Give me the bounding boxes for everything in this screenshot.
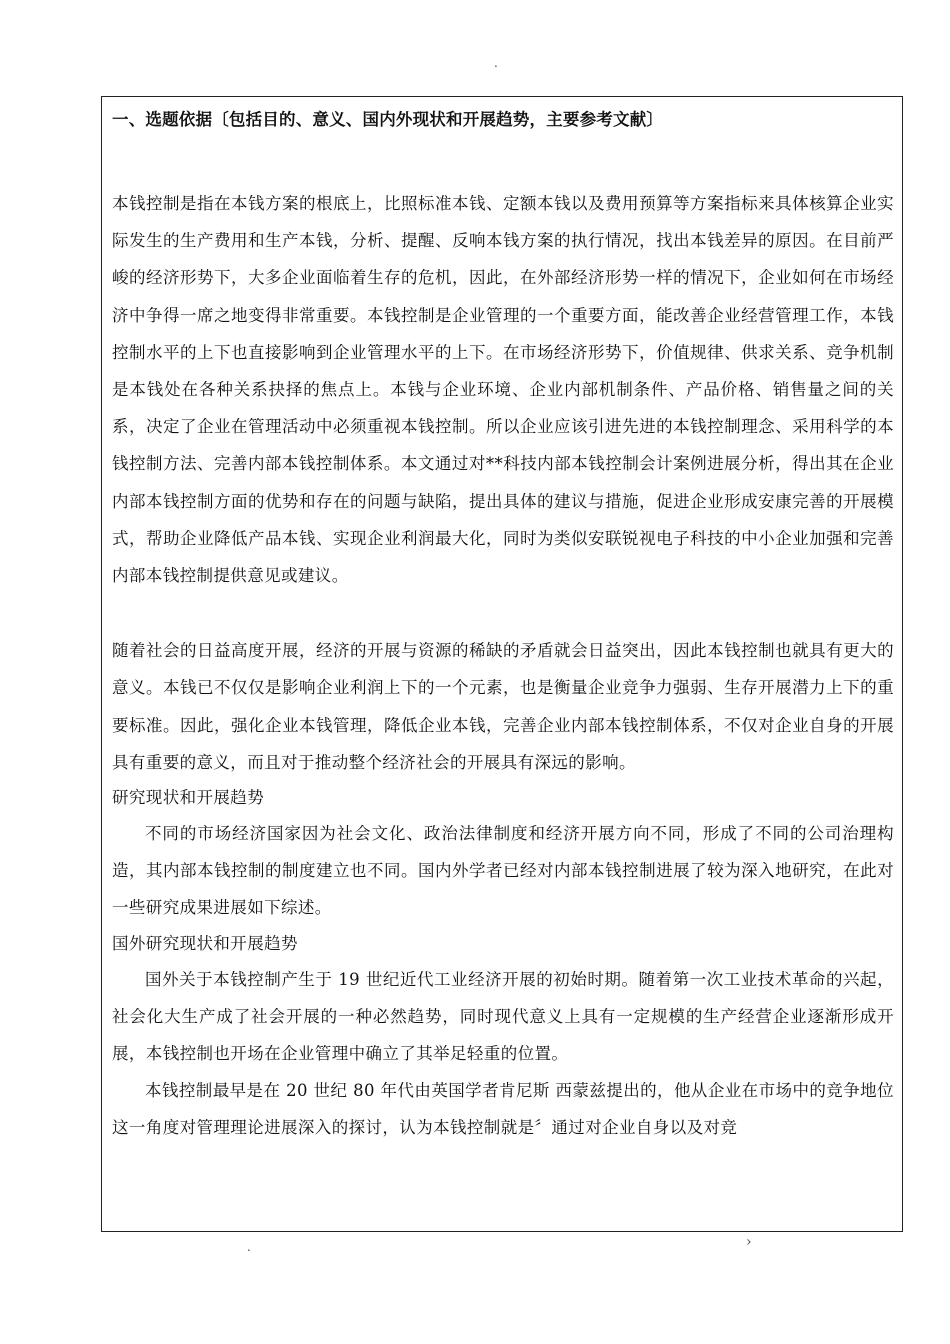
paragraph-research-overview: 不同的市场经济国家因为社会文化、政治法律制度和经济开展方向不同，形成了不同的公司治理构造，其内部本钱控制的制度建立也不同。国内外学者已经对内部本钱控制进展了较为深入地研究，在此对一些研究成果进展如下综述。 <box>112 824 894 918</box>
subheading-foreign-research: 国外研究现状和开展趋势 <box>112 933 298 953</box>
paragraph-significance: 随着社会的日益高度开展，经济的开展与资源的稀缺的矛盾就会日益突出，因此本钱控制也就具有更大的意义。本钱已不仅仅是影响企业利润上下的一个元素，也是衡量企业竞争力强弱、生存开展潜力上下的重要标准。因此，强化企业本钱管理，降低企业本钱，完善企业内部本钱控制体系，不仅对企业自身的开展具有重要的意义，而且对于推动整个经济社会的开展具有深远的影响。 <box>112 641 894 772</box>
paragraph-cost-control-definition: 本钱控制是指在本钱方案的根底上，比照标准本钱、定额本钱以及费用预算等方案指标来具体核算企业实际发生的生产费用和生产本钱，分析、提醒、反响本钱方案的执行情况，找出本钱差异的原因。在目前严峻的经济形势下，大多企业面临着生存的危机，因此，在外部经济形势一样的情况下，企业如何在市场经济中争得一席之地变得非常重要。本钱控制是企业管理的一个重要方面，能改善企业经营管理工作，本钱控制水平的上下也直接影响到企业管理水平的上下。在市场经济形势下，价值规律、供求关系、竞争机制是本钱处在各种关系抉择的焦点上。本钱与企业环境、企业内部机制条件、产品价格、销售量之间的关系，决定了企业在管理活动中必须重视本钱控制。所以企业应该引进先进的本钱控制理念、采用科学的本钱控制方法、完善内部本钱控制体系。本文通过对**科技内部本钱控制会计案例进展分析，得出其在企业内部本钱控制方面的优势和存在的问题与缺陷，提出具体的建议与措施，促进企业形成安康完善的开展模式，帮助企业降低产品本钱、实现企业利润最大化，同时为类似安联锐视电子科技的中小企业加强和完善内部本钱控制提供意见或建议。 <box>112 194 894 586</box>
page-mark-top-dot: . <box>494 56 498 70</box>
subheading-research-status: 研究现状和开展趋势 <box>112 788 265 808</box>
section-heading: 一、选题依据〔包括目的、意义、国内外现状和开展趋势，主要参考文献〕 <box>112 110 664 129</box>
paragraph-simmonds: 本钱控制最早是在 20 世纪 80 年代由英国学者肯尼斯 西蒙兹提出的，他从企业在市场中的竞争地位这一角度对管理理论进展深入的探讨，认为本钱控制就是〞通过对企业自身以及对竞 <box>112 1081 894 1138</box>
page-arrow-icon: › <box>746 1234 752 1250</box>
paragraph-foreign-history: 国外关于本钱控制产生于 19 世纪近代工业经济开展的初始时期。随着第一次工业技术革命的兴起，社会化大生产成了社会开展的一种必然趋势，同时现代意义上具有一定规模的生产经营企业逐渐形成开展，本钱控制也开场在企业管理中确立了其举足轻重的位置。 <box>112 969 894 1064</box>
page-mark-bottom-dot: . <box>247 1240 251 1254</box>
section-content <box>112 107 894 1147</box>
form-table-cell <box>101 96 903 1232</box>
